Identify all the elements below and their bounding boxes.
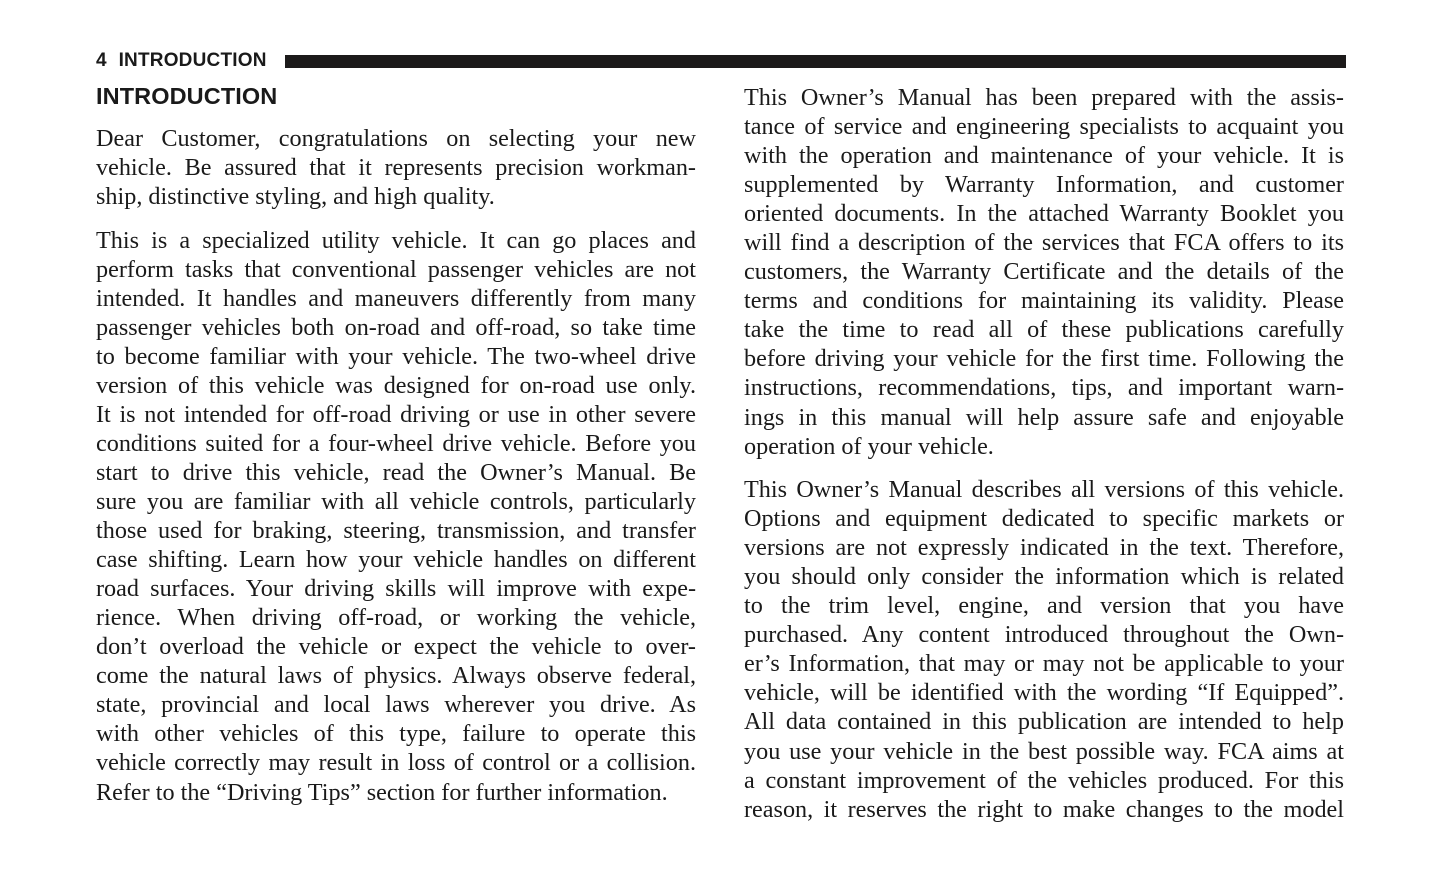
text-line: tance of service and engineering specialists to acquaint you xyxy=(744,113,1344,141)
page-number: 4 xyxy=(96,50,107,71)
text-line: ship, distinctive styling, and high quality. xyxy=(96,183,495,211)
text-line: those used for braking, steering, transmission, and transfer xyxy=(96,517,696,545)
text-line: er’s Information, that may or may not be applicable to your xyxy=(744,650,1344,678)
text-line: version of this vehicle was designed for on-road use only. xyxy=(96,371,696,399)
text-line: you should only consider the information which is related xyxy=(744,563,1344,591)
text-line: take the time to read all of these publications carefully xyxy=(744,316,1344,344)
text-line: start to drive this vehicle, read the Owner’s Manual. Be xyxy=(96,459,696,487)
text-line: vehicle correctly may result in loss of control or a collision. xyxy=(96,749,696,777)
right-column xyxy=(744,83,1344,838)
header-rule xyxy=(285,55,1346,68)
text-line: rience. When driving off-road, or working the vehicle, xyxy=(96,604,696,632)
text-line: case shifting. Learn how your vehicle handles on different xyxy=(96,546,696,574)
text-line: purchased. Any content introduced throughout the Own- xyxy=(744,621,1344,649)
text-line: terms and conditions for maintaining its validity. Please xyxy=(744,287,1344,315)
text-line: sure you are familiar with all vehicle controls, particularly xyxy=(96,488,696,516)
text-line: supplemented by Warranty Information, and customer xyxy=(744,171,1344,199)
body-paragraph xyxy=(96,124,696,211)
text-line: ings in this manual will help assure safe and enjoyable xyxy=(744,403,1344,431)
text-line: passenger vehicles both on-road and off-road, so take time xyxy=(96,313,696,341)
text-line: before driving your vehicle for the first time. Following the xyxy=(744,345,1344,373)
text-line: to the trim level, engine, and version that you have xyxy=(744,592,1344,620)
left-column xyxy=(96,124,696,821)
page-header xyxy=(96,50,1346,72)
text-line: instructions, recommendations, tips, and important warn- xyxy=(744,374,1344,402)
text-line: Dear Customer, congratulations on selecting your new xyxy=(96,125,696,152)
text-line: It is not intended for off-road driving or use in other severe xyxy=(96,400,696,428)
text-line: All data contained in this publication are intended to help xyxy=(744,708,1344,736)
text-line: vehicle, will be identified with the wording “If Equipped”. xyxy=(744,679,1344,707)
text-line: reason, it reserves the right to make changes to the model xyxy=(744,795,1344,823)
text-line: operation of your vehicle. xyxy=(744,432,994,460)
text-line: Options and equipment dedicated to specific markets or xyxy=(744,505,1344,533)
text-line: This Owner’s Manual describes all versions of this vehicle. xyxy=(744,476,1344,504)
text-line: intended. It handles and maneuvers differently from many xyxy=(96,284,696,312)
text-line: will find a description of the services that FCA offers to its xyxy=(744,229,1344,257)
text-line: This Owner’s Manual has been prepared with the assis- xyxy=(744,84,1344,111)
text-line: This is a specialized utility vehicle. It can go places and xyxy=(96,226,696,254)
text-line: oriented documents. In the attached Warranty Booklet you xyxy=(744,200,1344,228)
text-line: conditions suited for a four-wheel drive vehicle. Before you xyxy=(96,429,696,457)
text-line: customers, the Warranty Certificate and the details of the xyxy=(744,258,1344,286)
body-paragraph xyxy=(744,83,1344,461)
text-line: with other vehicles of this type, failure to operate this xyxy=(96,720,696,748)
running-head: INTRODUCTION xyxy=(118,50,267,71)
text-line: don’t overload the vehicle or expect the vehicle to over- xyxy=(96,633,696,661)
body-paragraph xyxy=(96,226,696,807)
text-line: road surfaces. Your driving skills will improve with expe- xyxy=(96,575,696,603)
text-line: a constant improvement of the vehicles produced. For this xyxy=(744,766,1344,794)
text-line: versions are not expressly indicated in the text. Therefore, xyxy=(744,534,1344,562)
text-line: come the natural laws of physics. Always observe federal, xyxy=(96,662,696,690)
text-line: Refer to the “Driving Tips” section for further information. xyxy=(96,778,668,806)
text-line: state, provincial and local laws wherever you drive. As xyxy=(96,691,696,719)
body-paragraph xyxy=(744,475,1344,824)
text-line: perform tasks that conventional passenger vehicles are not xyxy=(96,255,696,283)
text-line: to become familiar with your vehicle. The two-wheel drive xyxy=(96,342,696,370)
text-line: vehicle. Be assured that it represents precision workman- xyxy=(96,154,696,182)
text-line: with the operation and maintenance of your vehicle. It is xyxy=(744,142,1344,170)
text-line: you use your vehicle in the best possible way. FCA aims at xyxy=(744,737,1344,765)
section-title: INTRODUCTION xyxy=(96,83,278,109)
